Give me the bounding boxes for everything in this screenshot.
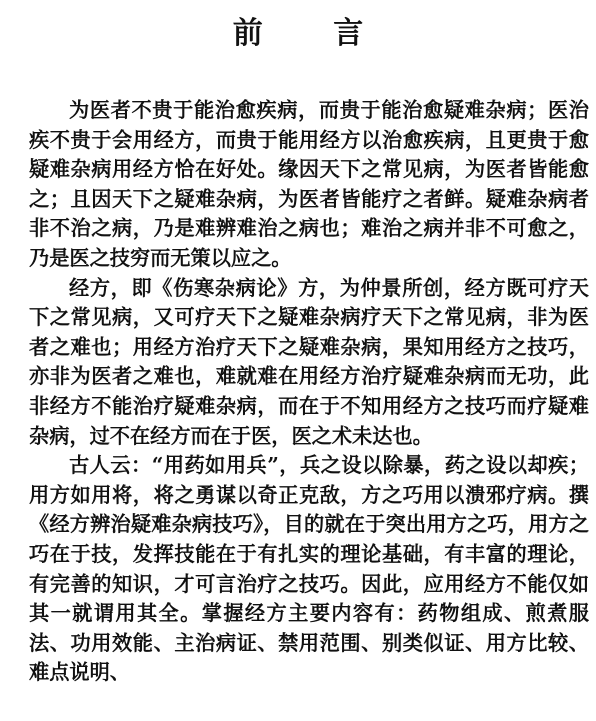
paragraph-2: 经方，即《伤寒杂病论》方，为仲景所创，经方既可疗天下之常见病，又可疗天下之疑难杂病疗天下之常见病，非为医者之难也；用经方治疗天下之疑难杂病，果知用经方之技巧，亦非为医者之难也，难就难在用经方治疗疑难杂病而无功，此非经方不能治疗疑难杂病，而在于不知用经方之技巧而疗疑难杂病，过不在经方而在于医，医之术未达也。 xyxy=(29,275,589,448)
paragraph-1: 为医者不贵于能治愈疾病，而贵于能治愈疑难杂病；医治疾不贵于会用经方，而贵于能用经方以治愈疾病，且更贵于愈疑难杂病用经方恰在好处。缘因天下之常见病，为医者皆能愈之；且因天下之疑难杂病，为医者皆能疗之者鲜。疑难杂病者非不治之病，乃是难辨难治之病也；难治之病并非不可愈之，乃是医之技穷而无策以应之。 xyxy=(29,98,589,270)
paragraph-3: 古人云：“用药如用兵”，兵之设以除暴，药之设以却疾；用方如用将，将之勇谋以奇正克敌，方之巧用以溃邪疗病。撰《经方辨治疑难杂病技巧》，目的就在于突出用方之巧，用方之巧在于技，发挥技能在于有扎实的理论基础，有丰富的理论，有完善的知识，才可言治疗之技巧。因此，应用经方不能仅如其一就谓用其全。掌握经方主要内容有：药物组成、煎煮服法、功用效能、主治病证、禁用范围、别类似证、用方比较、难点说明、 xyxy=(29,453,589,685)
page-title: 前 言 xyxy=(232,16,394,51)
document-body xyxy=(29,96,589,688)
